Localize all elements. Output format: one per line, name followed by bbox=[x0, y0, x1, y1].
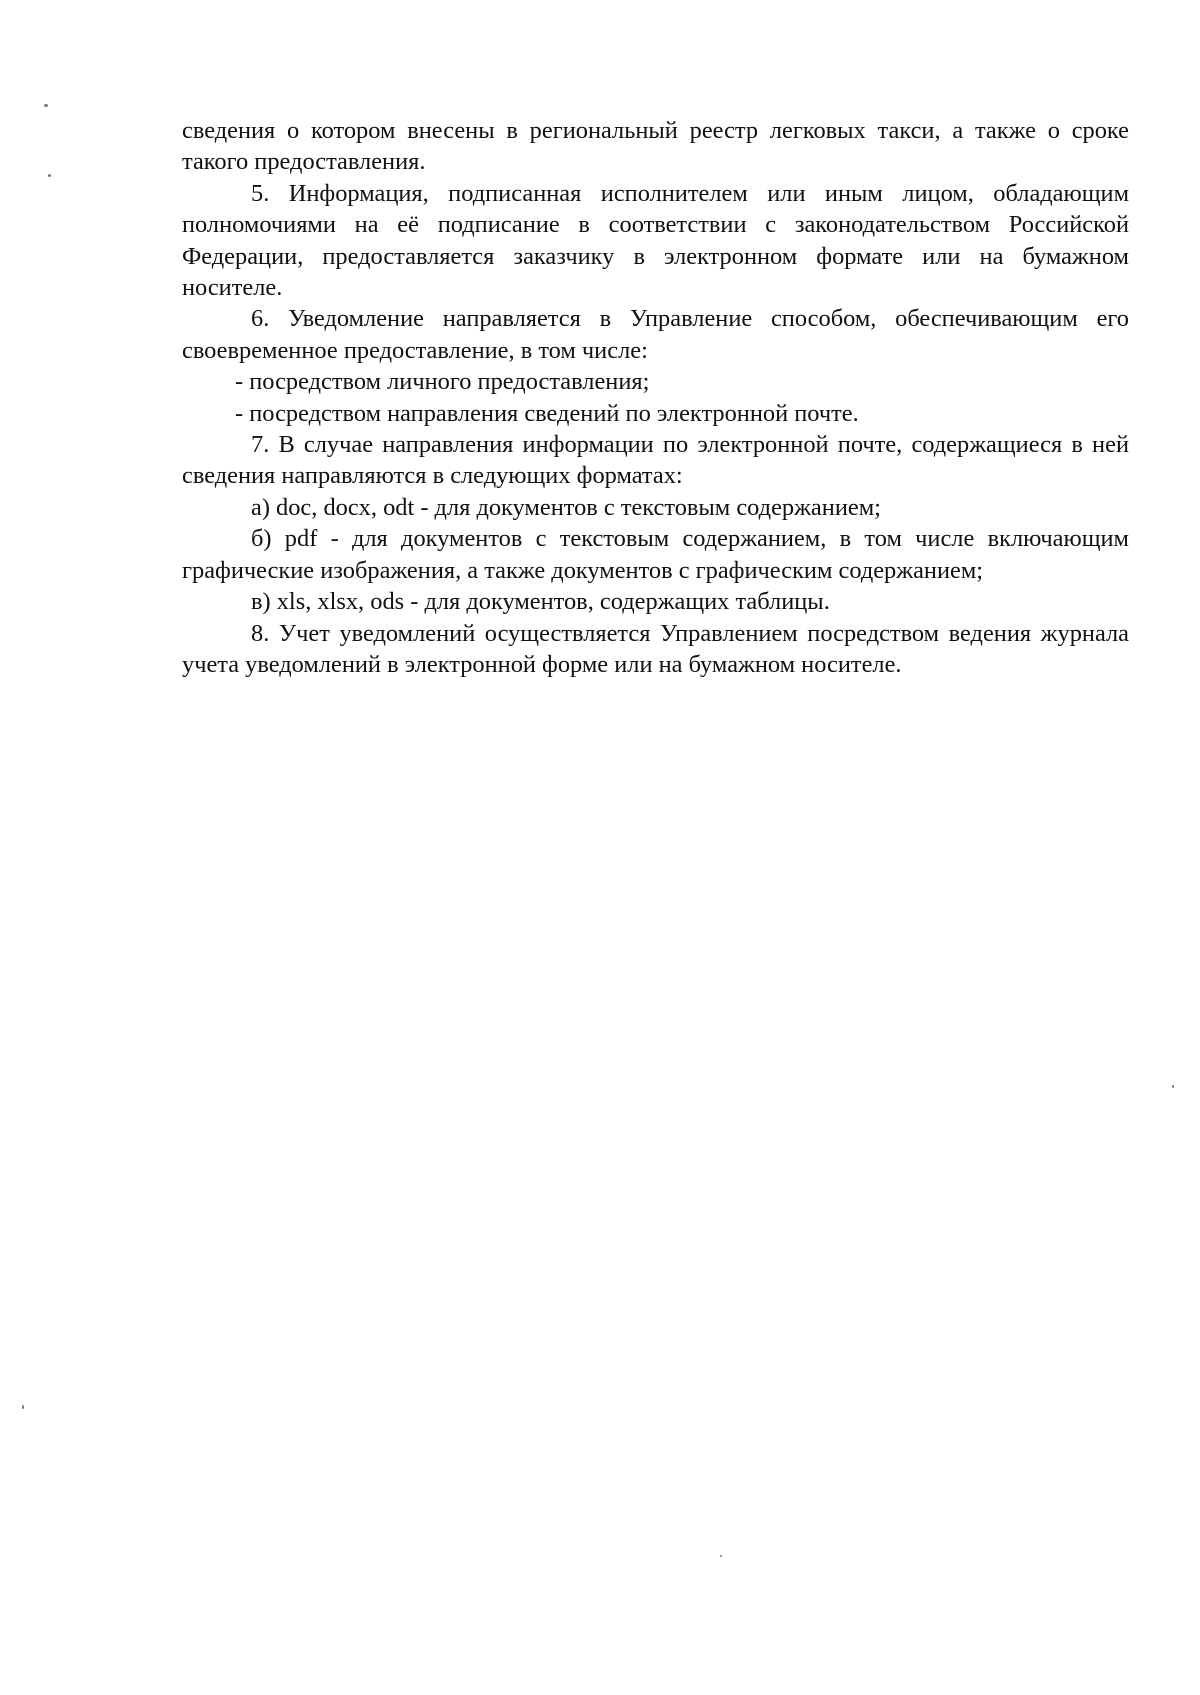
scan-speck bbox=[48, 174, 51, 177]
scan-speck bbox=[22, 1405, 24, 1409]
list-item-personal: - посредством личного предоставления; bbox=[235, 368, 650, 396]
list-item-email: - посредством направления сведений по электронной почте. bbox=[235, 399, 859, 427]
paragraph-continuation: сведения о котором внесены в региональный реестр легковых такси, а также о сроке такого предоставления. bbox=[182, 117, 1129, 176]
paragraph-item-8: 8. Учет уведомлений осуществляется Управлением посредством ведения журнала учета уведомлений в электронной форме или на бумажном носителе. bbox=[182, 619, 1129, 678]
format-item-v: в) xls, xlsx, ods - для документов, содержащих таблицы. bbox=[251, 588, 830, 616]
format-item-b: б) pdf - для документов с текстовым содержанием, в том числе включающим графические изображения, а также документов с графическим содержанием; bbox=[182, 525, 1129, 584]
format-item-a: а) doc, docx, odt - для документов с текстовым содержанием; bbox=[251, 493, 881, 521]
paragraph-item-5: 5. Информация, подписанная исполнителем или иным лицом, обладающим полномочиями на её подписание в соответствии с законодательством Российской Федерации, предоставляется заказчику в электронном формате или на бумажном носителе. bbox=[182, 179, 1129, 302]
paragraph-item-7: 7. В случае направления информации по электронной почте, содержащиеся в ней сведения направляются в следующих форматах: bbox=[182, 431, 1129, 490]
paragraph-item-6: 6. Уведомление направляется в Управление способом, обеспечивающим его своевременное предоставление, в том числе: bbox=[182, 305, 1129, 364]
document-body bbox=[182, 115, 1129, 680]
scan-speck bbox=[720, 1555, 722, 1557]
scan-speck bbox=[1172, 1085, 1174, 1088]
scan-speck bbox=[44, 104, 48, 107]
